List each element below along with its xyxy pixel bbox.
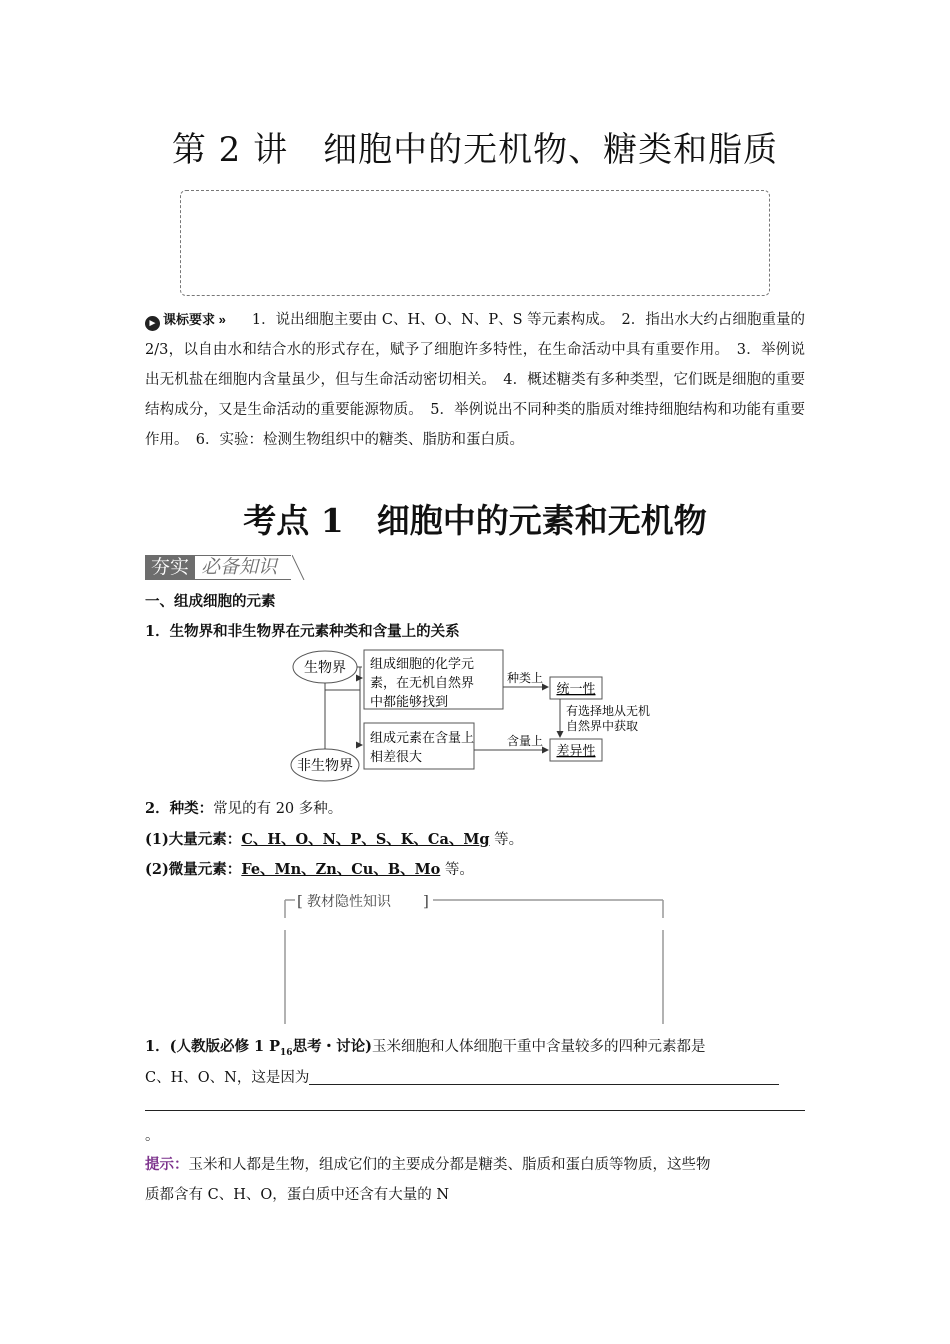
section-title: 考点 1 细胞中的元素和无机物 — [243, 501, 707, 540]
requirements-text: 1．说出细胞主要由 C、H、O、N、P、S 等元素构成。 2．指出水大约占细胞重量的 2/3，以自由水和结合水的形式存在，赋予了细胞许多特性，在生命活动中具有重要作用。 3．举例说出无机盐在细胞内含量虽少，但与生命活动密切相关。 4．概述糖类有多种类型，它们既是细胞的重要结构成分，又是生命活动的重要能源物质。 5．举例说出不同种类的脂质对维持细胞结构和功能有重要作用。 6．实验：检测生物组织中的糖类、脂肪和蛋白质。 — [145, 312, 805, 448]
answer-blank-1[interactable] — [309, 1068, 779, 1085]
box2-line1: 组成元素在含量上 — [370, 731, 475, 746]
note-line2: 自然界中获取 — [566, 719, 639, 733]
badge-tail-icon — [292, 555, 306, 580]
label-type: 种类上 — [506, 671, 544, 685]
hidden-knowledge-frame — [283, 888, 665, 1026]
hidden-knowledge-title: 教材隐性知识 — [307, 894, 391, 910]
hint-paragraph: 提示：玉米和人都是生物，组成它们的主要成分都是糖类、脂质和蛋白质等物质，这些物 质都含有 C、H、O，蛋白质中还含有大量的 N — [145, 1156, 711, 1203]
requirements-tag: ► 课标要求 » — [145, 305, 226, 335]
difference-label: 差异性 — [556, 744, 596, 759]
heading-elements: 一、组成细胞的元素 — [145, 593, 276, 610]
label-content: 含量上 — [506, 734, 544, 748]
item-types: 2．种类：常见的有 20 多种。 — [145, 800, 343, 817]
box1-line2: 素，在无机自然界 — [370, 676, 475, 691]
lesson-title: 第 2 讲 细胞中的无机物、糖类和脂质 — [171, 130, 779, 170]
note-line1: 有选择地从无机 — [566, 704, 651, 718]
micro-elements: (2)微量元素：Fe、Mn、Zn、Cu、B、Mo 等。 — [145, 861, 474, 878]
requirements-paragraph — [145, 305, 805, 455]
bracket-right: ] — [423, 892, 429, 910]
box1-line3: 中都能够找到 — [370, 695, 449, 710]
item-relationship: 1．生物界和非生物界在元素种类和含量上的关系 — [145, 623, 460, 640]
question-line2: C、H、O、N，这是因为 — [145, 1066, 779, 1087]
unity-label: 统一性 — [556, 682, 596, 697]
bracket-left: [ — [297, 892, 303, 910]
badge-right: 必备知识 — [195, 555, 291, 580]
macro-elements: (1)大量元素：C、H、O、N、P、S、K、Ca、Mg 等。 — [145, 831, 524, 848]
question-end: 。 — [145, 1128, 160, 1144]
arrow-icon: ► — [145, 316, 160, 331]
notes-box — [180, 190, 770, 296]
answer-blank-2[interactable] — [145, 1094, 805, 1111]
box2-line2: 相差很大 — [370, 750, 423, 765]
box1-line1: 组成细胞的化学元 — [370, 657, 475, 672]
section-badge — [145, 555, 306, 580]
living-world-label: 生物界 — [304, 660, 346, 676]
nonliving-world-label: 非生物界 — [297, 758, 353, 774]
question-line1: 1．(人教版必修 1 $P_{16}$思考・讨论)玉米细胞和人体细胞干重中含量较多的四种元素都是 — [145, 1038, 706, 1058]
badge-left: 夯实 — [145, 555, 195, 580]
relationship-diagram — [280, 645, 660, 785]
hint-label: 提示： — [145, 1156, 189, 1173]
micro-answer: Fe、Mn、Zn、Cu、B、Mo — [241, 861, 441, 878]
macro-answer: C、H、O、N、P、S、K、Ca、Mg — [241, 831, 490, 848]
